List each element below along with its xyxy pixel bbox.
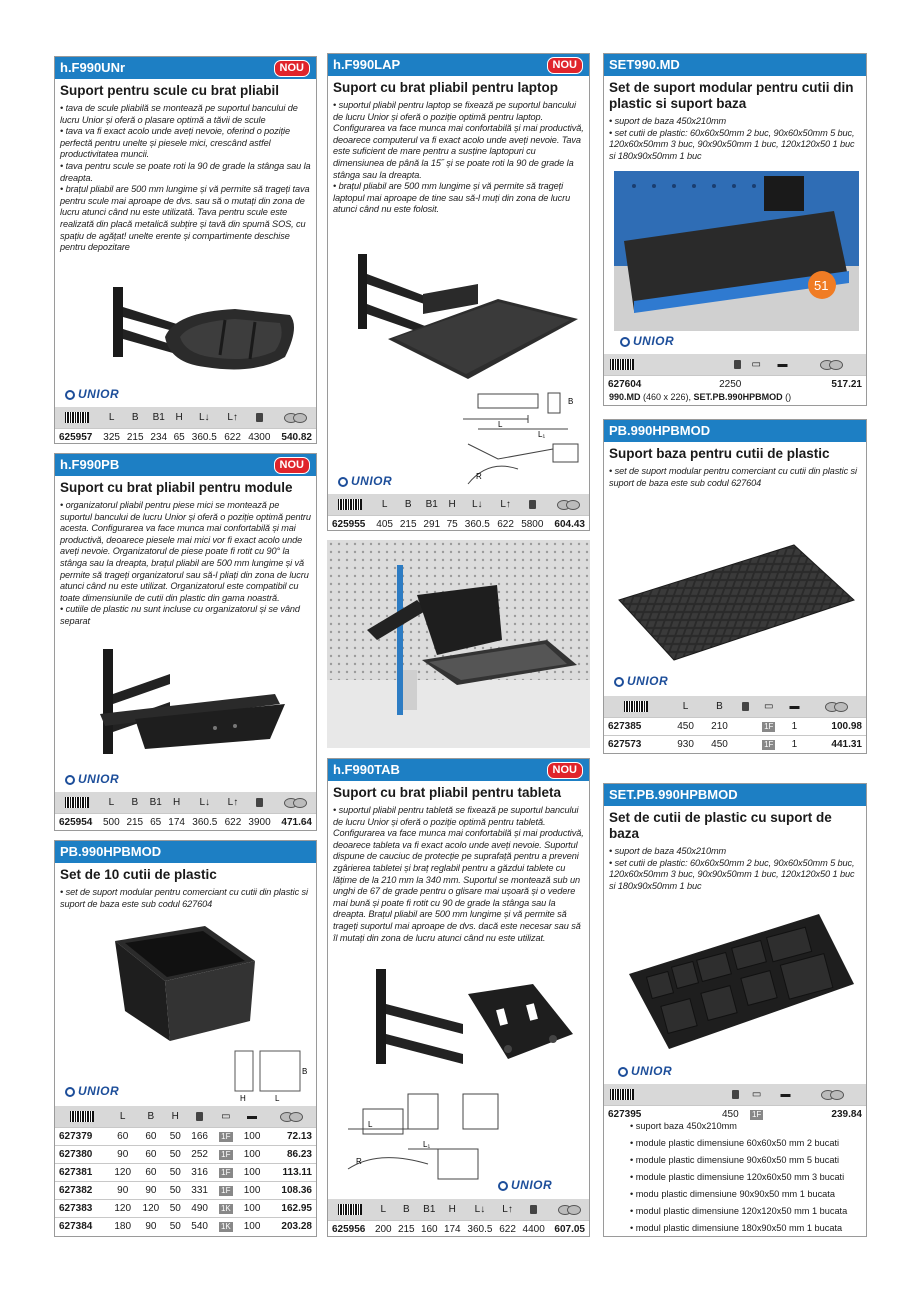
- spec-table: L B H ▭ ▬ 627379 60 60 50 166 1F 100 72.13 627380 90 60 50 252 1F 100 86.23 627381 120 60 50 316 1F 100 113.11 627382 90 90 50 331 1F 100 108.36 627383 120 120 50 490 1K 100 162.95 627384 180 90 50 540 1K 100 203.28: [55, 1106, 316, 1235]
- weight-icon: [679, 354, 743, 376]
- set-contents-list: [630, 1118, 847, 1237]
- product-card-f990tab: [327, 758, 590, 1237]
- card-header: [328, 759, 589, 781]
- table-row: 627382 90 90 50 331 1F 100 108.36: [55, 1182, 316, 1200]
- weight-icon: [736, 696, 754, 718]
- product-code: h.F990LAP: [333, 57, 401, 72]
- workshop-photo: [327, 540, 590, 748]
- package-icon: ▭: [743, 354, 769, 376]
- weight-icon: [677, 1084, 741, 1106]
- product-title: Set de cutii de plastic cu suport de baza: [609, 810, 832, 841]
- tablet-arm-image: [358, 964, 588, 1089]
- table-row: 625956 200 215 160 174 360.5 622 4400 607.05: [328, 1221, 589, 1239]
- barcode-icon: [604, 696, 669, 718]
- product-card-set990md: [603, 53, 867, 406]
- card-header: [55, 841, 316, 863]
- table-row: 625954 500 215 65 174 360.5 622 3900 471.64: [55, 814, 316, 832]
- spec-table: L B ▭ ▬ 627385 450 210 1F 1 100.98 627573 930 450 1F 1 441.31: [604, 696, 866, 753]
- price-icon: [548, 1199, 589, 1221]
- col-header: H: [171, 407, 188, 429]
- weight-icon: [244, 407, 274, 429]
- dim-label: R: [476, 472, 482, 481]
- table-row: 625957 325 215 234 65 360.5 622 4300 540.82: [55, 429, 316, 447]
- product-code: PB.990HPBMOD: [60, 844, 162, 859]
- set-note: 990.MD (460 x 226), SET.PB.990HPBMOD (): [609, 392, 792, 402]
- price-icon: [796, 354, 866, 376]
- unior-logo: UNIOR: [338, 474, 392, 488]
- quantity-icon: ▬: [769, 354, 796, 376]
- price-icon: [806, 696, 866, 718]
- desc-line: • tava de scule pliabilă se montează pe suportul bancului de lucru Unior și oferă o plasare optimă a tăvii de scule: [60, 103, 298, 125]
- barcode-icon: [328, 494, 373, 516]
- list-item: • suport baza 450x210mm: [630, 1118, 847, 1135]
- product-description: • suport de baza 450x210mm • set cutii de plastic: 60x60x50mm 2 buc, 90x60x50mm 5 buc, 120x60x50mm 3 buc, 90x90x50mm 1 buc, 120x120x50 1 buc si 180x90x50mm 1 buc: [609, 846, 855, 891]
- product-title: Suport baza pentru cutii de plastic: [609, 446, 830, 461]
- module-arm-image: [75, 644, 305, 764]
- price-icon: [798, 1084, 866, 1106]
- desc-line: • brațul pliabil are 500 mm lungime și vă permite să trageți laptopul mai aproape de tine sau să-l muți din zona de lucru atunci când nu este folosit.: [333, 181, 571, 215]
- dim-label: B: [302, 1067, 308, 1076]
- table-row: 627395 450 1F 239.84: [604, 1106, 866, 1124]
- table-row: 627380 90 60 50 252 1F 100 86.23: [55, 1146, 316, 1164]
- col-header: B: [123, 407, 147, 429]
- product-title: Set de 10 cutii de plastic: [60, 867, 217, 882]
- dim-label: L: [275, 1094, 280, 1103]
- quantity-icon: ▬: [783, 696, 806, 718]
- table-row: 627379 60 60 50 166 1F 100 72.13: [55, 1128, 316, 1146]
- dim-label: R: [356, 1157, 362, 1166]
- card-header: [604, 784, 866, 806]
- spec-table: L B B1 H L↓ L↑ 625954 500 215 65 174 360.5 622 3900 471.64: [55, 792, 316, 831]
- desc-line: • suportul pliabil pentru laptop se fixează pe suportul bancului de lucru Unior și oferă o poziție optimă pentru laptop. Configurarea va face munca mai confortabilă și mai productivă, deoarece computerul va fi exact acolo unde aveți nevoie. Tava este suficient de mare pentru a susține laptopuri cu dimensiunea de până la 15˝ și se poate roti la 90 de grade la stânga sau la dreapta.: [333, 100, 584, 180]
- spec-table: L B B1 H L↓ L↑ 625955 405 215 291 75 360.5 622 5800 604.43: [328, 494, 589, 533]
- unior-logo: UNIOR: [498, 1178, 552, 1192]
- product-description: • suport de baza 450x210mm • set cutii de plastic: 60x60x50mm 2 buc, 90x60x50mm 5 buc, 120x60x50mm 3 buc, 90x90x50mm 1 buc, 120x120x50 1 buc si 180x90x50mm 1 buc: [609, 116, 855, 161]
- product-description: [328, 98, 589, 216]
- spec-table: L B B1 H L↓ L↑ 625956 200 215 160 174 360.5 622 4400 607.05: [328, 1199, 589, 1238]
- package-icon: ▭: [741, 1084, 773, 1106]
- price-icon: [266, 1106, 316, 1128]
- dim-label: L₁: [423, 1140, 431, 1149]
- modular-boxes-photo: [614, 171, 859, 331]
- product-title: Suport pentru scule cu brat pliabil: [60, 83, 280, 98]
- product-card-f990pb: [54, 453, 317, 831]
- product-description: • organizatorul pliabil pentru piese mici se montează pe suportul bancului de lucru Unior și oferă o poziție optimă pentru acesta. Configurarea va face munca mai confortabilă și mai productivă, deoarece piesele mai mici vor fi exact acolo unde aveți nevoie. Organizatorul de piese poate fi rotit cu 90° la stânga sau la dreapta, brațul pliabil are 500 mm lungime și vă permite să trageți organizatorul sau să-l pliați din zona de lucru atunci când nu este utilizat. Organizatorul este compatibil cu toate dimensiunile de cutii din plastic din gama noastră. • cutiile de plastic nu sunt incluse cu organizatorul și se vând separat: [60, 500, 311, 626]
- product-code: h.F990TAB: [333, 762, 400, 777]
- spec-table: [55, 407, 316, 446]
- product-title: Suport cu brat pliabil pentru laptop: [333, 80, 558, 95]
- col-header: L: [100, 407, 124, 429]
- unior-logo: UNIOR: [65, 387, 119, 401]
- product-code: SET990.MD: [609, 57, 680, 72]
- product-card-pb990-boxes: [54, 840, 317, 1237]
- table-row: 627385 450 210 1F 1 100.98: [604, 718, 866, 736]
- new-badge: NOU: [547, 762, 583, 779]
- desc-line: • brațul pliabil are 500 mm lungime și vă permite să trageți tava pentru scule mai aproape de dvs. sau să o mutați din zona de lucru atunci când nu este utilizată. Tava pentru scule este realizată din placă metalică subțire și tavă din spumă SOS, cu spațiu de agățat! unelte erente și compartimente deschise pentru depozitare: [60, 184, 310, 253]
- package-icon: ▭: [214, 1106, 238, 1128]
- card-header: [604, 420, 866, 442]
- list-item: • modu plastic dimensiune 90x90x50 mm 1 bucata: [630, 1186, 847, 1203]
- price-icon: [547, 494, 589, 516]
- unior-logo: UNIOR: [620, 334, 674, 348]
- card-header: [55, 454, 316, 476]
- quantity-icon: ▬: [238, 1106, 266, 1128]
- barcode-icon: [328, 1199, 372, 1221]
- product-card-f990unr: [54, 56, 317, 444]
- new-badge: NOU: [547, 57, 583, 74]
- col-header: B1: [147, 407, 171, 429]
- quantity-icon: ▬: [773, 1084, 799, 1106]
- dim-label: H: [240, 1094, 246, 1103]
- product-code: h.F990UNr: [60, 60, 126, 75]
- list-item: • modul plastic dimensiune 180x90x50 mm 1 bucata: [630, 1220, 847, 1237]
- table-row: 627573 930 450 1F 1 441.31: [604, 736, 866, 754]
- list-item: • modul plastic dimensiune 120x120x50 mm 1 bucata: [630, 1203, 847, 1220]
- card-header: [55, 57, 316, 79]
- card-header: [328, 54, 589, 76]
- product-card-f990lap: [327, 53, 590, 531]
- product-title: Suport cu brat pliabil pentru module: [60, 480, 293, 495]
- col-header: L↑: [221, 407, 245, 429]
- laptop-arm-image: [348, 244, 588, 394]
- barcode-icon: [604, 354, 679, 376]
- unior-logo: UNIOR: [618, 1064, 672, 1078]
- card-header: [604, 54, 866, 76]
- price-icon: [274, 792, 316, 814]
- dim-label: L₁: [538, 430, 546, 439]
- table-row: 627381 120 60 50 316 1F 100 113.11: [55, 1164, 316, 1182]
- plastic-box-image: [105, 921, 305, 1051]
- unior-logo: UNIOR: [614, 674, 668, 688]
- weight-icon: [517, 494, 547, 516]
- box-dimension-diagram: [230, 1046, 315, 1106]
- desc-line: • tava pentru scule se poate roti la 90 de grade la stânga sau la dreapta.: [60, 160, 311, 183]
- table-row: 627384 180 90 50 540 1K 100 203.28: [55, 1218, 316, 1236]
- product-title: Suport cu brat pliabil pentru tableta: [333, 785, 562, 800]
- desc-line: • tava va fi exact acolo unde aveți nevoie, oferind o poziție perfectă pentru unelte și piesele mici, crescând astfel productivitatea muncii.: [60, 126, 291, 160]
- product-card-setpb990: [603, 783, 867, 1237]
- unior-logo: UNIOR: [65, 772, 119, 786]
- product-description: • set de suport modular pentru comerciant cu cutii din plastic si suport de baza este sub codul 627604: [60, 887, 308, 909]
- weight-icon: [519, 1199, 548, 1221]
- product-code: PB.990HPBMOD: [609, 423, 711, 438]
- barcode-icon: [604, 1084, 677, 1106]
- boxes-set-image: [619, 904, 859, 1054]
- product-code: SET.PB.990HPBMOD: [609, 787, 738, 802]
- product-description: • set de suport modular pentru comerciant cu cutii din plastic si suport de baza este sub codul 627604: [609, 466, 857, 488]
- col-header: L↓: [188, 407, 221, 429]
- product-code: h.F990PB: [60, 457, 120, 472]
- product-title: Set de suport modular pentru cutii din plastic si suport baza: [609, 80, 854, 111]
- product-description: • suportul pliabil pentru tabletă se fixează pe suportul bancului de lucru Unior și oferă o poziție optimă pentru tabletă. Configurarea va face munca mai confortabilă și mai productivă, deoarece tableta va fi exact acolo unde aveți nevoie. Suportul dispune de cauciuc de protecție pe suprafață pentru a preveni zgârierea tabletei și braț reglabil pentru a găzdui tablete cu lățime de la 210 mm la 340 mm. Suportul se montează sub un unghi de 67 de grade pentru o glisare mai ușoară și o vedere mai bună și poate fi rotit cu 90 de grade la stânga sau la dreapta. Brațul pliabil are 500 mm lungime și vă permite să trageți suportul mai aproape de dvs. dacă este necesar sau să îl mutați din zona de lucru atunci când nu este utilizat.: [333, 805, 584, 943]
- weight-icon: [245, 792, 275, 814]
- spec-header-row: [55, 407, 316, 429]
- table-row: 627383 120 120 50 490 1K 100 162.95: [55, 1200, 316, 1218]
- base-plate-image: [614, 540, 859, 670]
- list-item: • module plastic dimensiune 60x60x50 mm 2 bucati: [630, 1135, 847, 1152]
- tool-tray-arm-image: [85, 267, 305, 387]
- table-row: 625955 405 215 291 75 360.5 622 5800 604.43: [328, 516, 589, 534]
- dim-label: L: [498, 420, 503, 429]
- spec-table: [604, 354, 866, 393]
- page-number: 51: [814, 278, 829, 293]
- price-icon: [274, 407, 316, 429]
- dimension-diagram: [458, 389, 588, 499]
- list-item: • module plastic dimensiune 90x60x50 mm 5 bucati: [630, 1152, 847, 1169]
- barcode-icon: [55, 792, 100, 814]
- table-row: 627604 2250 517.21: [604, 376, 866, 394]
- product-card-pb990-base: [603, 419, 867, 754]
- dim-label: L: [368, 1120, 373, 1129]
- product-description: [55, 101, 316, 253]
- weight-icon: [186, 1106, 214, 1128]
- new-badge: NOU: [274, 457, 310, 474]
- new-badge: NOU: [274, 60, 310, 77]
- list-item: • module plastic dimensiune 120x60x50 mm 3 bucati: [630, 1169, 847, 1186]
- tablet-dimension-diagram: [338, 1079, 578, 1189]
- barcode-icon: [55, 407, 100, 429]
- unior-logo: UNIOR: [65, 1084, 119, 1098]
- package-icon: ▭: [755, 696, 783, 718]
- dim-label: B: [568, 397, 574, 406]
- barcode-icon: [55, 1106, 109, 1128]
